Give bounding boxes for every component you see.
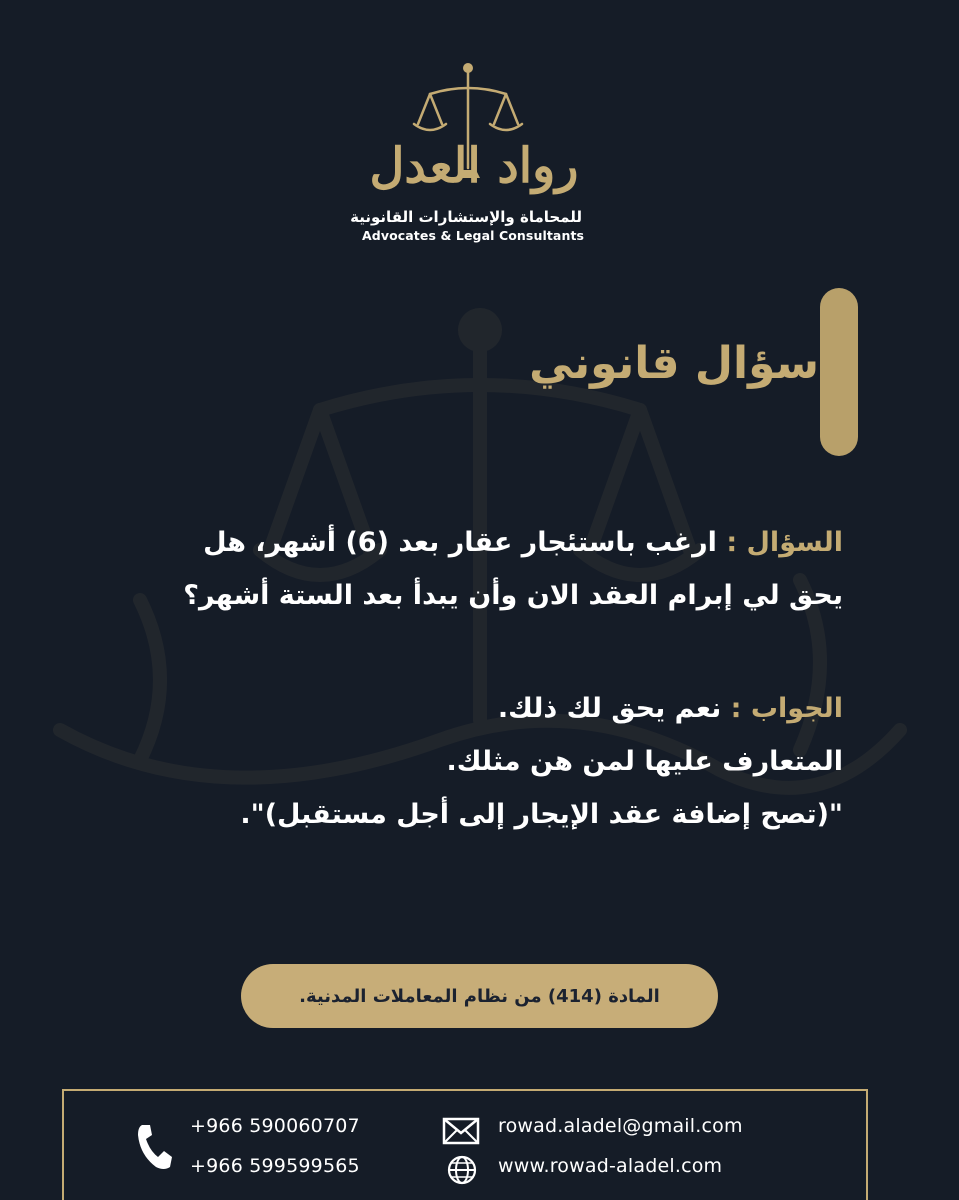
phone-icon [134,1121,174,1173]
title-accent-bar [820,288,858,456]
page-title: سؤال قانوني [529,338,819,389]
mail-icon [442,1117,480,1145]
logo-arabic-subtitle: للمحاماة والإستشارات القانونية [350,208,582,226]
phone-number-2[interactable]: +966 599599565 [190,1155,360,1177]
phone-number-1[interactable]: +966 590060707 [190,1115,360,1137]
question-line-2: يحق لي إبرام العقد الان وأن يبدأ بعد الستة أشهر؟ [183,580,843,611]
answer-line-1 [83,682,843,735]
answer-text-1: نعم يحق لك ذلك. [497,693,722,724]
answer-block [83,682,843,841]
question-block [83,516,843,622]
answer-line-2: المتعارف عليها لمن هن مثلك. [446,746,843,777]
question-label: السؤال : [726,527,843,558]
question-line-1 [83,516,843,569]
email-link[interactable]: rowad.aladel@gmail.com [498,1115,743,1137]
source-reference: المادة (414) من نظام المعاملات المدنية. [241,964,718,1028]
question-text-1: ارغب باستئجار عقار بعد (6) أشهر، هل [203,527,717,558]
logo-english-name: Advocates & Legal Consultants [362,228,585,243]
logo-arabic-name: رواد العدل [369,138,579,194]
contact-box [62,1089,868,1200]
answer-line-3: "(تصح إضافة عقد الإيجار إلى أجل مستقبل)". [240,799,843,830]
globe-icon [447,1155,477,1185]
logo [350,58,590,248]
website-link[interactable]: www.rowad-aladel.com [498,1155,723,1177]
answer-label: الجواب : [730,693,843,724]
